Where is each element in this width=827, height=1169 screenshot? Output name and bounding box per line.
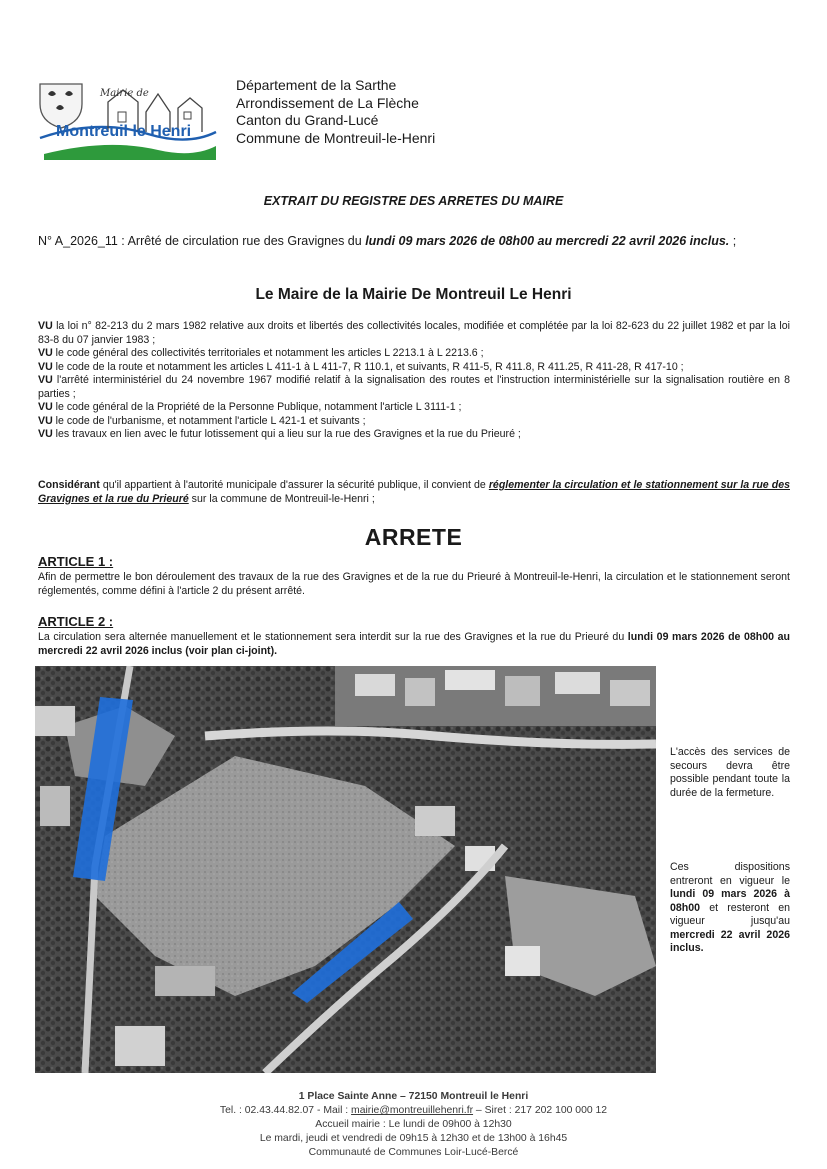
footer-communaute: Communauté de Communes Loir-Lucé-Bercé bbox=[308, 1147, 519, 1158]
vu-list bbox=[38, 320, 790, 442]
admin-line: Département de la Sarthe bbox=[236, 77, 397, 93]
vu-item bbox=[38, 361, 790, 375]
vu-item bbox=[38, 401, 790, 415]
side-note-start: lundi 09 mars 2026 à 08h00 bbox=[670, 888, 790, 914]
vu-label: VU bbox=[38, 320, 53, 332]
side-note-access: L'accès des services de secours devra être possible pendant toute la durée de la fermeture. bbox=[670, 746, 790, 799]
arrete-number-prefix: N° A_2026_11 : Arrêté de circulation rue des Gravignes du bbox=[38, 234, 366, 248]
vu-label: VU bbox=[38, 401, 53, 413]
arrete-number bbox=[38, 233, 790, 249]
vu-label: VU bbox=[38, 360, 53, 373]
footer-email-link[interactable]: mairie@montreuillehenri.fr bbox=[351, 1105, 474, 1116]
footer-siret: – Siret : 217 202 100 000 12 bbox=[473, 1105, 608, 1116]
arrete-heading: ARRETE bbox=[364, 524, 463, 550]
admin-line: Commune de Montreuil-le-Henri bbox=[236, 129, 436, 146]
vu-item bbox=[38, 374, 790, 401]
article-1-title: ARTICLE 1 : bbox=[38, 554, 114, 569]
extrait-title: EXTRAIT DU REGISTRE DES ARRETES DU MAIRE bbox=[263, 194, 564, 208]
maire-title: Le Maire de la Mairie De Montreuil Le Henri bbox=[255, 286, 572, 303]
vu-text: l'arrêté interministériel du 24 novembre 1967 modifié relatif à la signalisation des routes et l'instruction interministérielle sur la signalisation routière en 8 parties ; bbox=[38, 374, 790, 400]
aerial-map bbox=[35, 666, 656, 1073]
arrete-number-suffix: ; bbox=[729, 234, 737, 248]
footer bbox=[0, 1090, 827, 1160]
side-note-end: mercredi 22 avril 2026 inclus. bbox=[670, 928, 790, 954]
vu-text: la loi n° 82-213 du 2 mars 1982 relative aux droits et libertés des collectivités locales, modifiée et complétée par la loi 82-623 du 22 juillet 1982 et par la loi 83-8 du 07 janvier 1983 ; bbox=[38, 320, 790, 346]
administrative-block bbox=[236, 77, 435, 147]
side-note-dates bbox=[670, 861, 790, 956]
vu-text: le code de la route et notamment les articles L 411-1 à L 411-7, R 110.1, et suivants, R 411-5, R 411.8, R 411.25, R 411-28, R 417-10 ; bbox=[52, 360, 684, 373]
vu-item bbox=[38, 428, 790, 442]
article-2-body: La circulation sera alternée manuellement et le stationnement sera interdit sur la rue des Gravignes et la rue du Prieuré du bbox=[38, 631, 628, 643]
vu-item bbox=[38, 415, 790, 429]
considerant-text: qu'il appartient à l'autorité municipale d'assurer la sécurité publique, il convient de bbox=[99, 479, 489, 491]
vu-label: VU bbox=[38, 428, 53, 440]
considerant-label: Considérant bbox=[38, 479, 100, 491]
arrete-number-dates: lundi 09 mars 2026 de 08h00 au mercredi 22 avril 2026 inclus. bbox=[365, 234, 730, 248]
article-1-text: Afin de permettre le bon déroulement des travaux de la rue des Gravignes et de la rue du Prieuré à Montreuil-le-Henri, la circulation et le stationnement seront réglementés, comme défini à l'article 2 du présent arrêté. bbox=[38, 571, 790, 597]
vu-label: VU bbox=[38, 374, 53, 386]
admin-line: Canton du Grand-Lucé bbox=[236, 112, 379, 128]
footer-hours: Le mardi, jeudi et vendredi de 09h15 à 12h30 et de 13h00 à 16h45 bbox=[259, 1133, 568, 1144]
side-note-text-a: Ces dispositions entreront en vigueur le bbox=[670, 861, 790, 887]
vu-text: le code de l'urbanisme, et notamment l'article L 421-1 et suivants ; bbox=[52, 414, 366, 427]
logo-name: Montreuil le Henri bbox=[56, 123, 192, 140]
article-2-text bbox=[38, 630, 790, 658]
article-2-title: ARTICLE 2 : bbox=[38, 614, 114, 629]
vu-label: VU bbox=[38, 414, 53, 427]
article-2-dates: lundi 09 mars 2026 de 08h00 au mercredi 22 avril 2026 inclus (voir plan ci-joint). bbox=[38, 631, 790, 657]
considerant-emphasis: réglementer la circulation et le stationnement sur la rue des Gravignes et la rue du Prieuré bbox=[38, 479, 790, 505]
vu-item bbox=[38, 320, 790, 347]
considerant-paragraph bbox=[38, 479, 790, 506]
vu-label: VU bbox=[38, 347, 53, 359]
vu-text: le code général de la Propriété de la Personne Publique, notamment l'article L 3111-1 ; bbox=[52, 401, 462, 413]
logo-top-text: Mairie de bbox=[100, 88, 149, 99]
footer-accueil: Accueil mairie : Le lundi de 09h00 à 12h30 bbox=[315, 1119, 512, 1130]
mairie-logo bbox=[38, 72, 218, 160]
footer-contact bbox=[0, 1104, 827, 1118]
footer-tel: Tel. : 02.43.44.82.07 - Mail : bbox=[219, 1105, 352, 1116]
vu-text: les travaux en lien avec le futur lotissement qui a lieu sur la rue des Gravignes et la rue du Prieuré ; bbox=[52, 428, 521, 440]
vu-item bbox=[38, 347, 790, 361]
side-note-text-c: et resteront en vigueur jusqu'au bbox=[670, 901, 790, 927]
considerant-end: sur la commune de Montreuil-le-Henri ; bbox=[188, 492, 375, 505]
footer-address: 1 Place Sainte Anne – 72150 Montreuil le Henri bbox=[298, 1091, 529, 1102]
admin-line: Arrondissement de La Flèche bbox=[236, 94, 419, 111]
vu-text: le code général des collectivités territoriales et notamment les articles L 2213.1 à L 2213.6 ; bbox=[52, 347, 484, 359]
